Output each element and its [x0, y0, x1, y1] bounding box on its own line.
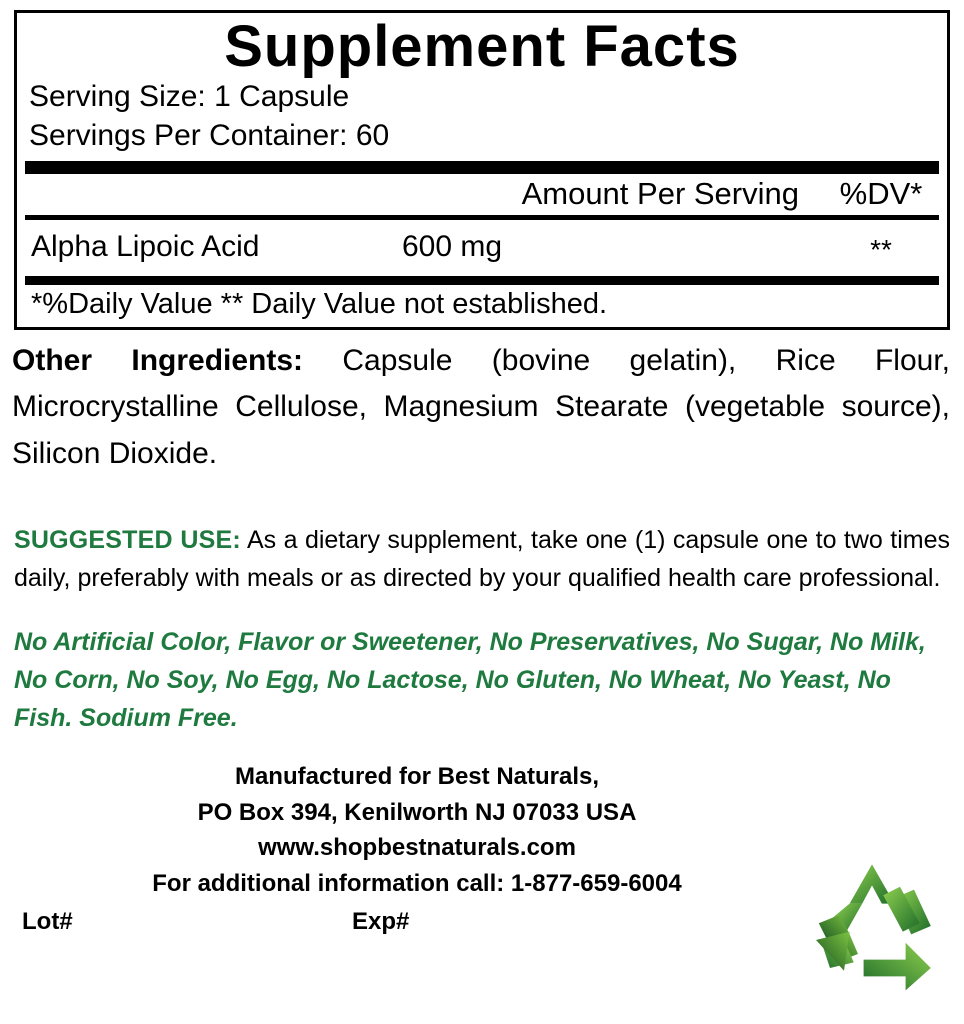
other-ingredients-label: Other Ingredients:: [12, 343, 304, 377]
serving-size-line: Serving Size: 1 Capsule: [29, 80, 350, 114]
table-row: [17, 220, 947, 276]
suggested-use-text: As a dietary supplement, take one (1) capsule one to two times daily, preferably with meals or as directed by your qualified health care professional.: [14, 526, 950, 593]
divider-below-row: [25, 276, 939, 285]
amount-per-serving-header: Amount Per Serving: [521, 175, 799, 211]
manufacturer-line-2: PO Box 394, Kenilworth NJ 07033 USA: [197, 798, 637, 826]
exp-date-field: Exp#: [352, 907, 410, 935]
supplement-facts-panel: [14, 10, 950, 330]
other-ingredients: [12, 338, 950, 478]
manufacturer-line-1: Manufactured for Best Naturals,: [234, 763, 600, 791]
ingredient-daily-value: **: [870, 233, 892, 265]
lot-number-field: Lot#: [22, 907, 73, 935]
other-ingredients-text: Capsule (bovine gelatin), Rice Flour, Microcrystalline Cellulose, Magnesium Stearate (vegetable source), Silicon Dioxide.: [12, 343, 950, 470]
manufacturer-phone: For additional information call: 1-877-659-6004: [152, 869, 682, 897]
daily-value-footnote: *%Daily Value ** Daily Value not established.: [31, 287, 608, 320]
facts-column-headers: [17, 174, 947, 215]
supplement-facts-title: Supplement Facts: [224, 14, 740, 79]
manufacturer-website: www.shopbestnaturals.com: [258, 834, 576, 862]
ingredient-amount: 600 mg: [401, 229, 503, 263]
daily-value-header: %DV*: [839, 175, 923, 211]
free-from-claims: No Artificial Color, Flavor or Sweetener, No Preservatives, No Sugar, No Milk, No Corn, No Soy, No Egg, No Lactose, No Gluten, No Wheat, No Yeast, No Fish. Sodium Free.: [14, 628, 926, 733]
ingredient-name: Alpha Lipoic Acid: [31, 229, 260, 263]
divider-thick-top: [25, 161, 939, 174]
suggested-use-label: SUGGESTED USE:: [14, 526, 241, 555]
recycle-icon: [802, 856, 942, 996]
suggested-use: [14, 521, 950, 597]
servings-per-container-line: Servings Per Container: 60: [29, 118, 390, 152]
